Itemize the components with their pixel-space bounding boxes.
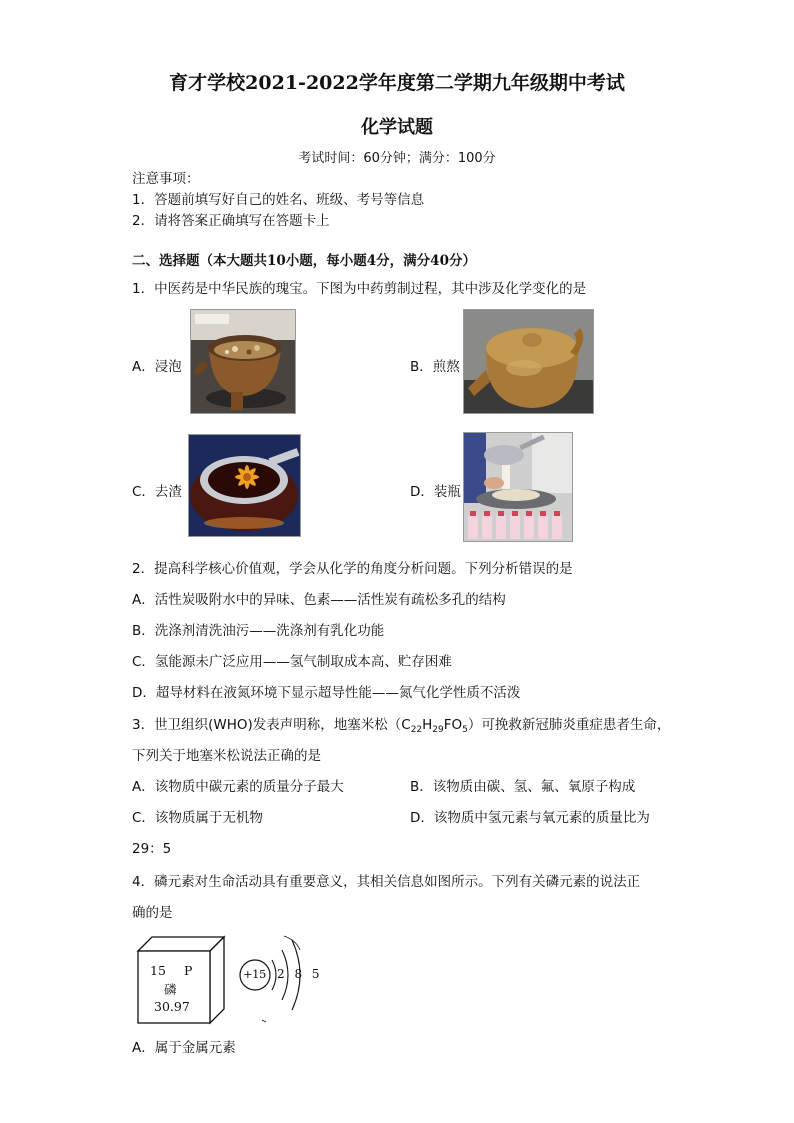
q1-option-c[interactable]: C．去渣 xyxy=(132,484,182,500)
q3-stem-part: ）可挽救新冠肺炎重症患者生命， xyxy=(467,717,671,733)
section-heading: 二、选择题（本大题共10小题，每小题4分，满分40分） xyxy=(132,253,476,269)
notes-heading: 注意事项： xyxy=(132,171,200,187)
q3-option-d[interactable]: D．该物质中氢元素与氧元素的质量比为 xyxy=(410,810,650,826)
q2-option-a[interactable]: A．活性炭吸附水中的异味、色素——活性炭有疏松多孔的结构 xyxy=(132,592,506,608)
q3-stem-part: 3．世卫组织(WHO)发表声明称，地塞米松（C xyxy=(132,717,411,733)
q1-photo-soaking xyxy=(190,309,296,414)
exam-subtitle: 化学试题 xyxy=(361,117,433,138)
q1-photo-bottling xyxy=(463,432,573,542)
q3-stem-line2: 下列关于地塞米松说法正确的是 xyxy=(132,748,321,764)
formula-part: H xyxy=(422,717,433,733)
element-symbol: P xyxy=(184,963,193,978)
q4-option-a[interactable]: A．属于金属元素 xyxy=(132,1040,236,1056)
atom-shell-electrons: 2 8 5 xyxy=(277,967,323,981)
element-atomic-mass: 30.97 xyxy=(154,999,190,1014)
q1-option-a[interactable]: A．浸泡 xyxy=(132,359,182,375)
q3-option-c[interactable]: C．该物质属于无机物 xyxy=(132,810,263,826)
exam-meta: 考试时间：60分钟；满分：100分 xyxy=(298,151,496,166)
q1-stem: 1．中医药是中华民族的瑰宝。下图为中药剪制过程，其中涉及化学变化的是 xyxy=(132,281,587,297)
element-atomic-number: 15 xyxy=(150,963,166,978)
q4-stem-line2: 确的是 xyxy=(132,905,173,921)
note-item: 1．答题前填写好自己的姓名、班级、考号等信息 xyxy=(132,192,425,208)
q2-option-c[interactable]: C．氢能源未广泛应用——氢气制取成本高、贮存困难 xyxy=(132,654,452,670)
q3-option-a[interactable]: A．该物质中碳元素的质量分子最大 xyxy=(132,779,344,795)
formula-part: FO xyxy=(443,717,463,733)
atom-nucleus-charge: +15 xyxy=(243,967,266,981)
formula-subscript: 5 xyxy=(462,725,468,735)
formula-subscript: 22 xyxy=(410,725,423,735)
q2-option-b[interactable]: B．洗涤剂清洗油污——洗涤剂有乳化功能 xyxy=(132,623,385,639)
q2-option-d[interactable]: D．超导材料在液氮环境下显示超导性能——氮气化学性质不活泼 xyxy=(132,685,521,701)
formula-subscript: 29 xyxy=(432,725,444,735)
q3-option-d-continued: 29：5 xyxy=(132,841,172,857)
q1-photo-straining xyxy=(188,434,301,537)
note-item: 2．请将答案正确填写在答题卡上 xyxy=(132,213,330,229)
exam-title: 育才学校2021-2022学年度第二学期九年级期中考试 xyxy=(169,72,625,94)
q3-option-b[interactable]: B．该物质由碳、氢、氟、氧原子构成 xyxy=(410,779,636,795)
q1-option-b[interactable]: B．煎熬 xyxy=(410,359,460,375)
element-name: 磷 xyxy=(164,982,177,997)
q4-stem: 4．磷元素对生命活动具有重要意义，其相关信息如图所示。下列有关磷元素的说法正 xyxy=(132,874,641,890)
q1-photo-decocting xyxy=(463,309,594,414)
q3-stem xyxy=(132,713,670,735)
q2-stem: 2．提高科学核心价值观，学会从化学的角度分析问题。下列分析错误的是 xyxy=(132,561,573,577)
q1-option-d[interactable]: D．装瓶 xyxy=(410,484,461,500)
